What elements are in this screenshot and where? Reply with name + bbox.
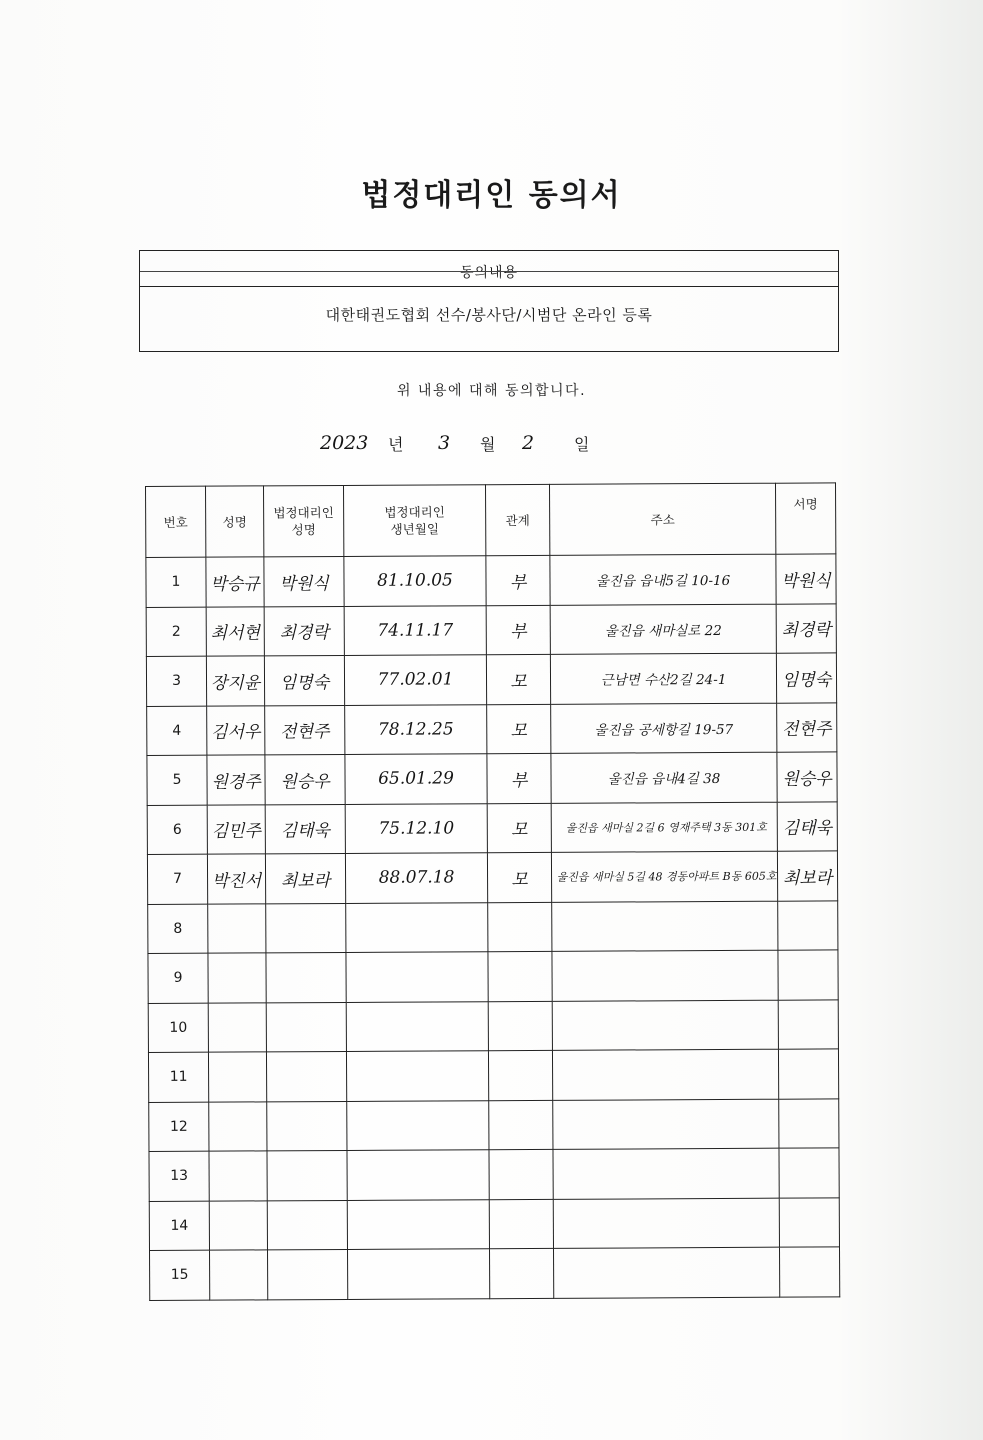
- row-number: 11: [148, 1052, 208, 1102]
- guardian-birthdate: 81.10.05: [344, 556, 486, 606]
- header-guardian-name-line1: 법정대리인: [273, 505, 334, 521]
- address: 울진읍 새마실 2길 6 영재주택 3동 301호: [551, 802, 777, 853]
- header-guardian-birth-line2: 생년월일: [390, 521, 439, 537]
- guardian-name: 박원식: [264, 556, 344, 606]
- table-row: [147, 752, 837, 805]
- guardian-name: 최경락: [264, 606, 344, 656]
- guardian-birthdate: [346, 1051, 488, 1101]
- table-row: [149, 1098, 839, 1151]
- signature: 김태욱: [777, 801, 837, 851]
- address: 울진읍 읍내5길 10-16: [550, 554, 776, 605]
- student-name: 박진서: [207, 854, 265, 904]
- guardian-birthdate: [347, 1100, 489, 1150]
- signature: [779, 1148, 839, 1198]
- consent-box: [139, 250, 839, 352]
- guardian-name: 김태욱: [265, 804, 345, 854]
- signature: 원승우: [777, 752, 837, 802]
- signature: 최경락: [776, 603, 836, 653]
- guardian-birthdate: 74.11.17: [344, 605, 486, 655]
- relation: [488, 951, 552, 1001]
- guardian-birthdate: [346, 1001, 488, 1051]
- guardian-name: [268, 1249, 348, 1299]
- signature: [779, 1197, 839, 1247]
- guardian-birthdate: 78.12.25: [345, 704, 487, 754]
- date-day: 2: [522, 432, 535, 454]
- guardian-name: [266, 952, 346, 1002]
- row-number: 1: [146, 557, 206, 607]
- relation: 부: [486, 605, 550, 655]
- guardian-name: 최보라: [265, 853, 345, 903]
- table-row: [148, 900, 838, 953]
- signature: 전현주: [777, 702, 837, 752]
- guardian-name: 원승우: [265, 754, 345, 804]
- address: [552, 1049, 778, 1100]
- table-row: [146, 603, 836, 656]
- date-month-unit: 월: [480, 435, 496, 454]
- header-guardian-birth-line1: 법정대리인: [384, 504, 445, 520]
- address: [552, 950, 778, 1001]
- relation: [488, 902, 552, 952]
- guardian-name: 임명숙: [264, 655, 344, 705]
- student-name: 김서우: [207, 705, 265, 755]
- relation: 모: [487, 704, 551, 754]
- student-name: [209, 1200, 267, 1250]
- relation: 모: [487, 803, 551, 853]
- signature: [779, 1247, 839, 1297]
- table-row: [148, 999, 838, 1052]
- header-guardian-name: [264, 485, 344, 556]
- table-row: [147, 801, 837, 854]
- signature: 박원식: [776, 554, 836, 604]
- student-name: [208, 953, 266, 1003]
- header-name: 성명: [206, 486, 264, 557]
- date-line: [320, 432, 680, 462]
- header-guardian-birth: [343, 485, 485, 557]
- guardian-birthdate: [348, 1249, 490, 1299]
- agree-statement: 위 내용에 대해 동의합니다.: [396, 383, 587, 399]
- row-number: 7: [147, 854, 207, 904]
- guardian-birthdate: 77.02.01: [344, 655, 486, 705]
- signature: [778, 999, 838, 1049]
- guardian-birthdate: [347, 1150, 489, 1200]
- row-number: 14: [149, 1201, 209, 1251]
- relation: 부: [486, 555, 550, 605]
- address: 울진읍 새마실 5길 48 경동아파트 B동 605호: [551, 851, 777, 902]
- guardian-birthdate: 75.12.10: [345, 803, 487, 853]
- row-number: 13: [149, 1151, 209, 1201]
- row-number: 8: [148, 904, 208, 954]
- relation: [488, 1001, 552, 1051]
- date-day-unit: 일: [574, 435, 590, 454]
- guardian-name: [266, 1002, 346, 1052]
- header-guardian-name-line2: 성명: [291, 522, 316, 538]
- student-name: [208, 1052, 266, 1102]
- address: [552, 901, 778, 952]
- address: [553, 1247, 779, 1298]
- student-name: [208, 903, 266, 953]
- guardian-birthdate: [346, 952, 488, 1002]
- address: [553, 1198, 779, 1249]
- signature: [778, 900, 838, 950]
- date-year: 2023: [320, 432, 369, 454]
- date-month: 3: [438, 432, 451, 454]
- student-name: [209, 1151, 267, 1201]
- table-row: [148, 950, 838, 1003]
- header-signature: 서명: [775, 483, 835, 554]
- table-header-row: [146, 483, 836, 558]
- row-number: 2: [146, 607, 206, 657]
- student-name: 박승규: [206, 557, 264, 607]
- guardian-name: [267, 1200, 347, 1250]
- student-name: [208, 1002, 266, 1052]
- row-number: 9: [148, 953, 208, 1003]
- row-number: 12: [149, 1102, 209, 1152]
- guardian-birthdate: [347, 1199, 489, 1249]
- address: 울진읍 읍내4길 38: [551, 752, 777, 803]
- relation: [489, 1199, 553, 1249]
- table-row: [149, 1148, 839, 1201]
- guardian-birthdate: 65.01.29: [345, 754, 487, 804]
- table-row: [146, 554, 836, 607]
- relation: [489, 1100, 553, 1150]
- student-name: [210, 1250, 268, 1300]
- address: [552, 1000, 778, 1051]
- row-number: 15: [150, 1250, 210, 1300]
- table-row: [150, 1247, 840, 1300]
- address: 울진읍 새마실로 22: [550, 604, 776, 655]
- signature: [778, 950, 838, 1000]
- relation: [489, 1248, 553, 1298]
- row-number: 4: [147, 706, 207, 756]
- guardian-name: [267, 1101, 347, 1151]
- student-name: [209, 1101, 267, 1151]
- table-row: [148, 1049, 838, 1102]
- address: [553, 1148, 779, 1199]
- signature: 최보라: [777, 851, 837, 901]
- signature: 임명숙: [776, 653, 836, 703]
- relation: 모: [487, 852, 551, 902]
- signature: [778, 1049, 838, 1099]
- consent-header: 동의내용: [459, 265, 519, 281]
- consent-header-row: [140, 251, 838, 287]
- guardian-name: [266, 903, 346, 953]
- table-row: [147, 702, 837, 755]
- row-number: 10: [148, 1003, 208, 1053]
- header-relation: 관계: [485, 484, 549, 555]
- student-name: 원경주: [207, 755, 265, 805]
- row-number: 3: [146, 656, 206, 706]
- header-no: 번호: [146, 486, 206, 557]
- relation: 모: [486, 654, 550, 704]
- guardian-birthdate: [346, 902, 488, 952]
- relation: [489, 1149, 553, 1199]
- address: [553, 1099, 779, 1150]
- date-year-unit: 년: [388, 435, 404, 454]
- relation: [488, 1050, 552, 1100]
- row-number: 6: [147, 805, 207, 855]
- table-row: [146, 653, 836, 706]
- table-row: [149, 1197, 839, 1250]
- student-name: 김민주: [207, 804, 265, 854]
- guardian-name: [266, 1051, 346, 1101]
- consent-table: [145, 482, 840, 1300]
- table-row: [147, 851, 837, 904]
- guardian-name: [267, 1150, 347, 1200]
- address: 울진읍 공세항길 19-57: [551, 703, 777, 754]
- signature: [779, 1098, 839, 1148]
- guardian-name: 전현주: [265, 705, 345, 755]
- address: 근남면 수산2길 24-1: [550, 653, 776, 704]
- relation: 부: [487, 753, 551, 803]
- document-title: 법정대리인 동의서: [361, 178, 622, 213]
- student-name: 장지윤: [206, 656, 264, 706]
- row-number: 5: [147, 755, 207, 805]
- student-name: 최서현: [206, 606, 264, 656]
- consent-text: 대한태권도협회 선수/봉사단/시범단 온라인 등록: [325, 306, 653, 324]
- header-address: 주소: [549, 483, 775, 555]
- guardian-birthdate: 88.07.18: [345, 853, 487, 903]
